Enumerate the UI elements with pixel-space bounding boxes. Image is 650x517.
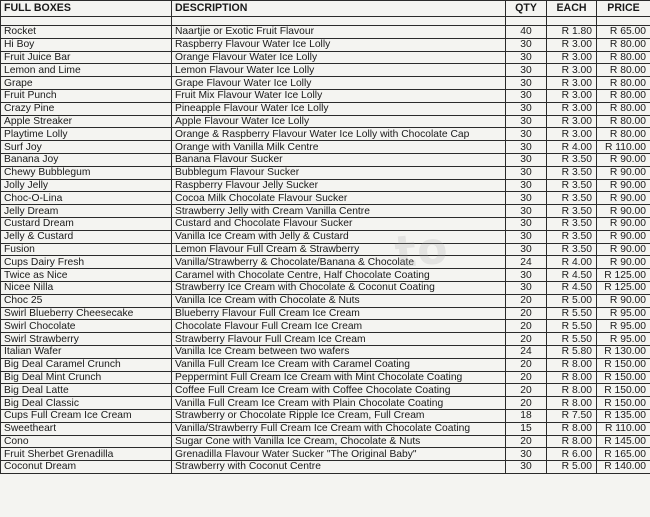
product-each-price: R 8.00 [547, 384, 597, 397]
product-name: Swirl Chocolate [1, 320, 172, 333]
product-name: Nicee Nilla [1, 281, 172, 294]
product-box-price: R 90.00 [597, 230, 650, 243]
product-qty: 30 [506, 230, 547, 243]
product-name: Swirl Blueberry Cheesecake [1, 307, 172, 320]
product-description: Vanilla/Strawberry & Chocolate/Banana & Chocolate [172, 256, 506, 269]
product-each-price: R 3.00 [547, 38, 597, 51]
product-box-price: R 80.00 [597, 38, 650, 51]
product-each-price: R 4.50 [547, 269, 597, 282]
product-name: Big Deal Latte [1, 384, 172, 397]
product-description: Chocolate Flavour Full Cream Ice Cream [172, 320, 506, 333]
product-box-price: R 135.00 [597, 409, 650, 422]
product-each-price: R 8.00 [547, 371, 597, 384]
product-box-price: R 150.00 [597, 371, 650, 384]
product-box-price: R 95.00 [597, 320, 650, 333]
product-each-price: R 5.80 [547, 345, 597, 358]
product-description: Vanilla Full Cream Ice Cream with Plain Chocolate Coating [172, 397, 506, 410]
table-row [1, 179, 650, 192]
product-description: Vanilla Ice Cream with Chocolate & Nuts [172, 294, 506, 307]
table-row [1, 141, 650, 154]
product-box-price: R 90.00 [597, 179, 650, 192]
product-description: Vanilla Full Cream Ice Cream with Caramel Coating [172, 358, 506, 371]
product-name: Swirl Strawberry [1, 333, 172, 346]
product-box-price: R 80.00 [597, 102, 650, 115]
table-row [1, 358, 650, 371]
product-each-price: R 3.50 [547, 179, 597, 192]
product-box-price: R 90.00 [597, 153, 650, 166]
watermark: to [392, 222, 451, 279]
product-each-price: R 3.50 [547, 205, 597, 218]
product-qty: 30 [506, 128, 547, 141]
product-each-price: R 8.00 [547, 358, 597, 371]
table-row [1, 320, 650, 333]
product-box-price: R 90.00 [597, 217, 650, 230]
product-each-price: R 5.50 [547, 333, 597, 346]
product-description: Raspberry Flavour Water Ice Lolly [172, 38, 506, 51]
table-row [1, 230, 650, 243]
table-row [1, 102, 650, 115]
product-box-price: R 80.00 [597, 89, 650, 102]
product-description: Cocoa Milk Chocolate Flavour Sucker [172, 192, 506, 205]
product-description: Caramel with Chocolate Centre, Half Chocolate Coating [172, 269, 506, 282]
product-qty: 30 [506, 141, 547, 154]
product-name: Twice as Nice [1, 269, 172, 282]
product-qty: 30 [506, 448, 547, 461]
product-name: Apple Streaker [1, 115, 172, 128]
product-box-price: R 150.00 [597, 358, 650, 371]
product-box-price: R 65.00 [597, 26, 650, 39]
product-name: Choc 25 [1, 294, 172, 307]
table-row [1, 422, 650, 435]
product-description: Orange Flavour Water Ice Lolly [172, 51, 506, 64]
product-each-price: R 4.00 [547, 256, 597, 269]
table-row [1, 243, 650, 256]
table-row [1, 333, 650, 346]
product-box-price: R 110.00 [597, 422, 650, 435]
product-name: Choc-O-Lina [1, 192, 172, 205]
product-description: Blueberry Flavour Full Cream Ice Cream [172, 307, 506, 320]
product-each-price: R 5.00 [547, 294, 597, 307]
product-description: Vanilla Ice Cream with Jelly & Custard [172, 230, 506, 243]
table-row [1, 371, 650, 384]
product-qty: 30 [506, 38, 547, 51]
product-description: Sugar Cone with Vanilla Ice Cream, Chocolate & Nuts [172, 435, 506, 448]
product-name: Big Deal Classic [1, 397, 172, 410]
product-box-price: R 150.00 [597, 384, 650, 397]
product-name: Fruit Juice Bar [1, 51, 172, 64]
product-name: Sweetheart [1, 422, 172, 435]
product-box-price: R 110.00 [597, 141, 650, 154]
header-description: DESCRIPTION [172, 1, 506, 17]
product-qty: 20 [506, 333, 547, 346]
product-box-price: R 80.00 [597, 51, 650, 64]
table-row [1, 115, 650, 128]
product-qty: 20 [506, 397, 547, 410]
product-description: Peppermint Full Cream Ice Cream with Mint Chocolate Coating [172, 371, 506, 384]
product-name: Lemon and Lime [1, 64, 172, 77]
product-qty: 30 [506, 77, 547, 90]
product-box-price: R 80.00 [597, 128, 650, 141]
product-description: Raspberry Flavour Jelly Sucker [172, 179, 506, 192]
header-price: PRICE [597, 1, 650, 17]
product-box-price: R 145.00 [597, 435, 650, 448]
table-row [1, 153, 650, 166]
product-name: Fusion [1, 243, 172, 256]
product-name: Cono [1, 435, 172, 448]
product-name: Surf Joy [1, 141, 172, 154]
table-row [1, 205, 650, 218]
product-qty: 30 [506, 89, 547, 102]
product-box-price: R 80.00 [597, 115, 650, 128]
product-qty: 20 [506, 435, 547, 448]
spacer-row [1, 17, 650, 26]
product-box-price: R 80.00 [597, 77, 650, 90]
product-box-price: R 90.00 [597, 166, 650, 179]
spacer-cell [506, 17, 547, 26]
product-name: Grape [1, 77, 172, 90]
product-qty: 20 [506, 294, 547, 307]
product-description: Naartjie or Exotic Fruit Flavour [172, 26, 506, 39]
product-description: Strawberry Flavour Full Cream Ice Cream [172, 333, 506, 346]
product-qty: 30 [506, 166, 547, 179]
product-description: Grenadilla Flavour Water Sucker "The Original Baby" [172, 448, 506, 461]
table-row [1, 192, 650, 205]
header-qty: QTY [506, 1, 547, 17]
product-qty: 20 [506, 384, 547, 397]
table-row [1, 409, 650, 422]
table-row [1, 435, 650, 448]
table-row [1, 281, 650, 294]
product-name: Jelly & Custard [1, 230, 172, 243]
product-qty: 30 [506, 281, 547, 294]
product-name: Jelly Dream [1, 205, 172, 218]
table-row [1, 448, 650, 461]
product-name: Big Deal Caramel Crunch [1, 358, 172, 371]
product-box-price: R 80.00 [597, 64, 650, 77]
product-name: Banana Joy [1, 153, 172, 166]
table-row [1, 307, 650, 320]
product-rows [1, 26, 650, 474]
product-qty: 30 [506, 192, 547, 205]
product-each-price: R 3.00 [547, 115, 597, 128]
product-box-price: R 125.00 [597, 281, 650, 294]
product-qty: 20 [506, 320, 547, 333]
product-qty: 24 [506, 345, 547, 358]
table-row [1, 217, 650, 230]
product-description: Strawberry with Coconut Centre [172, 461, 506, 474]
product-description: Orange with Vanilla Milk Centre [172, 141, 506, 154]
product-description: Vanilla/Strawberry Full Cream Ice Cream with Chocolate Coating [172, 422, 506, 435]
product-box-price: R 90.00 [597, 192, 650, 205]
header-row [1, 1, 650, 17]
product-box-price: R 90.00 [597, 294, 650, 307]
product-name: Italian Wafer [1, 345, 172, 358]
product-qty: 30 [506, 115, 547, 128]
product-name: Crazy Pine [1, 102, 172, 115]
product-each-price: R 3.50 [547, 243, 597, 256]
table-row [1, 397, 650, 410]
product-name: Jolly Jelly [1, 179, 172, 192]
product-qty: 30 [506, 51, 547, 64]
product-description: Fruit Mix Flavour Water Ice Lolly [172, 89, 506, 102]
product-qty: 30 [506, 243, 547, 256]
product-each-price: R 3.50 [547, 217, 597, 230]
product-name: Cups Dairy Fresh [1, 256, 172, 269]
product-description: Strawberry Jelly with Cream Vanilla Centre [172, 205, 506, 218]
table-row [1, 384, 650, 397]
product-qty: 30 [506, 102, 547, 115]
product-each-price: R 3.00 [547, 51, 597, 64]
product-description: Strawberry or Chocolate Ripple Ice Cream, Full Cream [172, 409, 506, 422]
product-box-price: R 140.00 [597, 461, 650, 474]
product-qty: 30 [506, 217, 547, 230]
product-box-price: R 150.00 [597, 397, 650, 410]
product-qty: 30 [506, 205, 547, 218]
product-name: Fruit Sherbet Grenadilla [1, 448, 172, 461]
table-row [1, 166, 650, 179]
table-row [1, 294, 650, 307]
product-qty: 18 [506, 409, 547, 422]
product-each-price: R 3.50 [547, 166, 597, 179]
product-each-price: R 3.00 [547, 64, 597, 77]
header-full-boxes: FULL BOXES [1, 1, 172, 17]
product-qty: 15 [506, 422, 547, 435]
product-qty: 20 [506, 307, 547, 320]
table-row [1, 26, 650, 39]
product-description: Bubblegum Flavour Sucker [172, 166, 506, 179]
product-name: Playtime Lolly [1, 128, 172, 141]
product-each-price: R 5.50 [547, 307, 597, 320]
product-description: Custard and Chocolate Flavour Sucker [172, 217, 506, 230]
product-description: Strawberry Ice Cream with Chocolate & Coconut Coating [172, 281, 506, 294]
product-each-price: R 7.50 [547, 409, 597, 422]
table-row [1, 64, 650, 77]
product-box-price: R 95.00 [597, 307, 650, 320]
product-description: Lemon Flavour Water Ice Lolly [172, 64, 506, 77]
product-description: Vanilla Ice Cream between two wafers [172, 345, 506, 358]
table-row [1, 345, 650, 358]
product-each-price: R 3.00 [547, 89, 597, 102]
product-name: Cups Full Cream Ice Cream [1, 409, 172, 422]
product-each-price: R 3.50 [547, 192, 597, 205]
product-description: Apple Flavour Water Ice Lolly [172, 115, 506, 128]
product-qty: 30 [506, 153, 547, 166]
product-each-price: R 5.50 [547, 320, 597, 333]
product-qty: 20 [506, 371, 547, 384]
product-name: Rocket [1, 26, 172, 39]
product-qty: 24 [506, 256, 547, 269]
product-name: Fruit Punch [1, 89, 172, 102]
product-name: Hi Boy [1, 38, 172, 51]
table-row [1, 77, 650, 90]
header-each: EACH [547, 1, 597, 17]
table-row [1, 89, 650, 102]
product-each-price: R 1.80 [547, 26, 597, 39]
product-qty: 30 [506, 179, 547, 192]
product-each-price: R 3.00 [547, 128, 597, 141]
product-box-price: R 90.00 [597, 256, 650, 269]
product-each-price: R 8.00 [547, 397, 597, 410]
product-box-price: R 95.00 [597, 333, 650, 346]
product-description: Coffee Full Cream Ice Cream with Coffee Chocolate Coating [172, 384, 506, 397]
table-row [1, 128, 650, 141]
product-name: Custard Dream [1, 217, 172, 230]
product-each-price: R 4.00 [547, 141, 597, 154]
spacer-cell [597, 17, 650, 26]
table-row [1, 38, 650, 51]
product-each-price: R 6.00 [547, 448, 597, 461]
product-each-price: R 5.00 [547, 461, 597, 474]
product-qty: 30 [506, 269, 547, 282]
product-box-price: R 90.00 [597, 205, 650, 218]
product-description: Lemon Flavour Full Cream & Strawberry [172, 243, 506, 256]
product-qty: 20 [506, 358, 547, 371]
product-description: Orange & Raspberry Flavour Water Ice Lolly with Chocolate Cap [172, 128, 506, 141]
product-each-price: R 4.50 [547, 281, 597, 294]
product-each-price: R 3.50 [547, 153, 597, 166]
product-each-price: R 8.00 [547, 435, 597, 448]
product-box-price: R 125.00 [597, 269, 650, 282]
spacer-cell [172, 17, 506, 26]
product-box-price: R 90.00 [597, 243, 650, 256]
product-name: Chewy Bubblegum [1, 166, 172, 179]
product-description: Grape Flavour Water Ice Lolly [172, 77, 506, 90]
product-box-price: R 165.00 [597, 448, 650, 461]
product-each-price: R 3.00 [547, 77, 597, 90]
table-row [1, 256, 650, 269]
product-each-price: R 8.00 [547, 422, 597, 435]
product-name: Big Deal Mint Crunch [1, 371, 172, 384]
product-each-price: R 3.00 [547, 102, 597, 115]
table-row [1, 461, 650, 474]
product-description: Pineapple Flavour Water Ice Lolly [172, 102, 506, 115]
table-row [1, 269, 650, 282]
table-row [1, 51, 650, 64]
spacer-cell [1, 17, 172, 26]
product-each-price: R 3.50 [547, 230, 597, 243]
product-qty: 30 [506, 461, 547, 474]
product-name: Coconut Dream [1, 461, 172, 474]
spacer-cell [547, 17, 597, 26]
product-description: Banana Flavour Sucker [172, 153, 506, 166]
product-qty: 40 [506, 26, 547, 39]
product-qty: 30 [506, 64, 547, 77]
product-box-price: R 130.00 [597, 345, 650, 358]
